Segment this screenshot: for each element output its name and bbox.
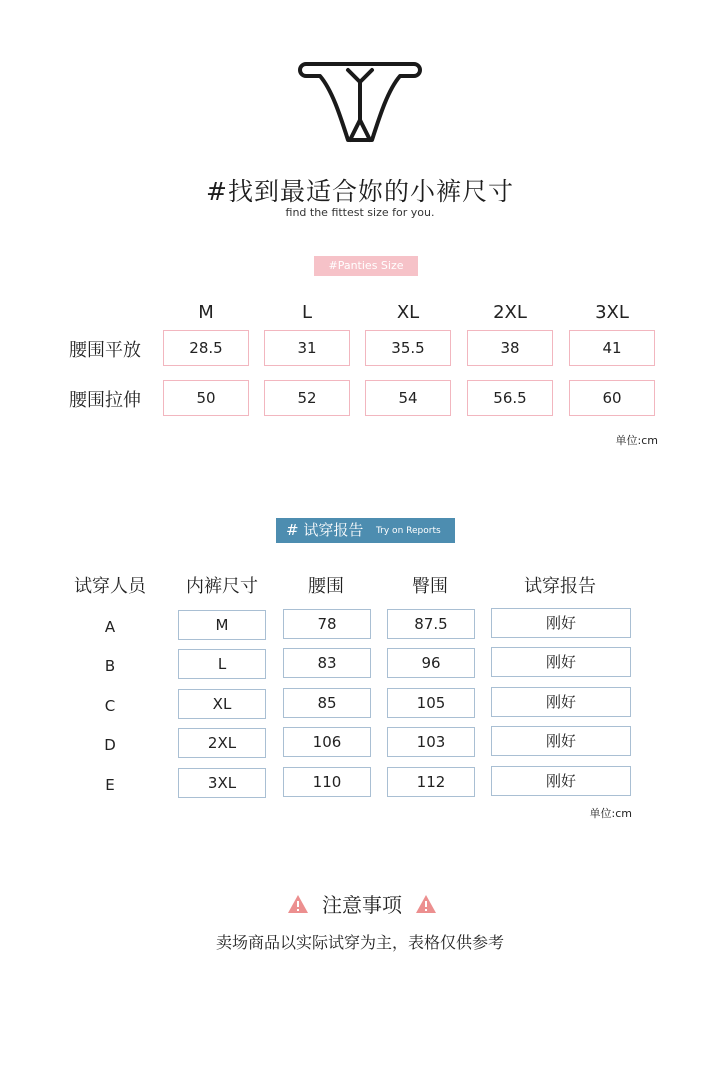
unit-label: 单位:cm xyxy=(615,434,658,447)
size-cell: M xyxy=(178,610,266,640)
page-title: #找到最适合妳的小裤尺寸 xyxy=(206,177,514,206)
hip-cell: 105 xyxy=(387,688,475,718)
notice-text: 卖场商品以实际试穿为主，表格仅供参考 xyxy=(215,933,504,952)
tester-label: D xyxy=(104,736,116,754)
size-column-header: 3XL xyxy=(595,302,629,323)
column-header-report: 试穿报告 xyxy=(524,576,596,597)
size-column-header: L xyxy=(301,302,313,323)
waist-cell: 106 xyxy=(283,727,371,757)
panties-outline-icon xyxy=(298,60,422,144)
notice-title: 注意事项 xyxy=(322,893,402,917)
hip-cell: 87.5 xyxy=(387,609,475,639)
size-cell: L xyxy=(178,649,266,679)
size-cell: 60 xyxy=(569,380,655,416)
page-subtitle: find the fittest size for you. xyxy=(285,206,435,219)
report-cell: 刚好 xyxy=(491,608,631,638)
report-cell: 刚好 xyxy=(491,766,631,796)
size-cell: 31 xyxy=(264,330,350,366)
size-cell: 41 xyxy=(569,330,655,366)
size-cell: 35.5 xyxy=(365,330,451,366)
report-cell: 刚好 xyxy=(491,726,631,756)
report-cell: 刚好 xyxy=(491,647,631,677)
size-column-header: M xyxy=(198,302,214,323)
hip-cell: 103 xyxy=(387,727,475,757)
row-label-waist-flat: 腰围平放 xyxy=(69,340,141,361)
hip-cell: 96 xyxy=(387,648,475,678)
size-cell: 56.5 xyxy=(467,380,553,416)
report-cell: 刚好 xyxy=(491,687,631,717)
size-cell: 3XL xyxy=(178,768,266,798)
size-cell: 52 xyxy=(264,380,350,416)
size-cell: 28.5 xyxy=(163,330,249,366)
waist-cell: 85 xyxy=(283,688,371,718)
size-column-header: XL xyxy=(396,302,420,323)
column-header-waist: 腰围 xyxy=(308,576,344,597)
size-cell: 38 xyxy=(467,330,553,366)
panties-size-badge: #Panties Size xyxy=(314,256,418,276)
column-header-hip: 臀围 xyxy=(412,576,448,597)
size-column-header: 2XL xyxy=(493,302,527,323)
tester-label: C xyxy=(104,697,116,715)
column-header-person: 试穿人员 xyxy=(74,576,146,597)
tester-label: A xyxy=(104,618,116,636)
waist-cell: 110 xyxy=(283,767,371,797)
hip-cell: 112 xyxy=(387,767,475,797)
unit-label: 单位:cm xyxy=(589,807,632,820)
row-label-waist-stretch: 腰围拉伸 xyxy=(69,390,141,411)
column-header-size: 内裤尺寸 xyxy=(186,576,258,597)
size-cell: 2XL xyxy=(178,728,266,758)
badge-sub-text: Try on Reports xyxy=(376,526,441,536)
notice-header xyxy=(0,890,720,920)
waist-cell: 78 xyxy=(283,609,371,639)
size-cell: 54 xyxy=(365,380,451,416)
tester-label: B xyxy=(104,657,116,675)
size-cell: XL xyxy=(178,689,266,719)
badge-main-text: # 试穿报告 xyxy=(286,521,364,539)
waist-cell: 83 xyxy=(283,648,371,678)
warning-icon xyxy=(415,894,437,914)
size-cell: 50 xyxy=(163,380,249,416)
warning-icon xyxy=(287,894,309,914)
tester-label: E xyxy=(105,776,115,794)
try-on-report-badge xyxy=(276,518,455,543)
